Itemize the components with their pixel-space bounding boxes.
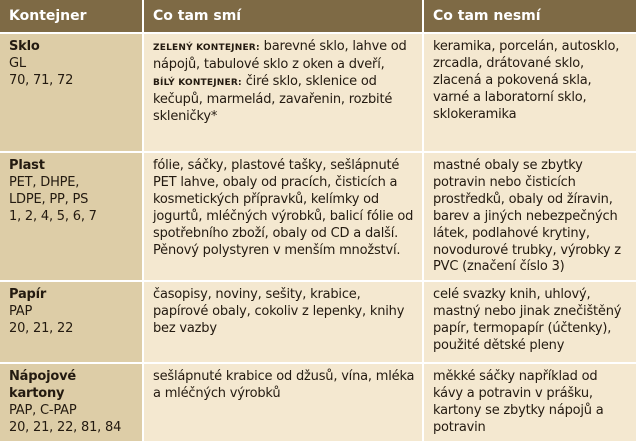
category-code: GL [9, 55, 26, 71]
forbidden-cell: mastné obaly se zbytky potravin nebo čisticích prostředků, obaly od žíravin, barev a jiných nebezpečných látek, podlahové krytiny, novodurové trubky, výrobky z PVC (značení číslo 3) [423, 152, 636, 281]
category-cell [0, 363, 143, 442]
table-row [0, 281, 636, 363]
white-container-label: BÍLÝ KONTEJNER: [153, 77, 242, 88]
allowed-cell: sešlápnuté krabice od džusů, vína, mléka a mléčných výrobků [143, 363, 423, 442]
table-row [0, 363, 636, 442]
green-container-label: ZELENÝ KONTEJNER: [153, 43, 260, 53]
category-code: PAP, C-PAP [9, 403, 77, 419]
category-code: LDPE, PP, PS [9, 191, 89, 207]
category-name: Nápojové kartony [9, 369, 76, 402]
white-container-text: čiré sklo, sklenice od kečupů, marmelád, zavařenin, rozbité skleničky* [153, 73, 393, 124]
forbidden-cell: měkké sáčky například od kávy a potravin v prášku, kartony se zbytky nápojů a potravin [423, 363, 636, 442]
allowed-cell: časopisy, noviny, sešity, krabice, papírové obaly, cokoliv z lepenky, knihy bez vazby [143, 281, 423, 363]
category-code: 1, 2, 4, 5, 6, 7 [9, 208, 97, 224]
forbidden-cell: celé svazky knih, uhlový, mastný nebo jinak znečištěný papír, termopapír (účtenky), použité dětské pleny [423, 281, 636, 363]
category-code: PAP [9, 304, 33, 320]
category-code: PET, DHPE, [9, 174, 80, 190]
category-name: Plast [9, 158, 45, 173]
category-name: Papír [9, 287, 47, 303]
header-row [0, 0, 636, 33]
table-row [0, 152, 636, 281]
allowed-cell: fólie, sáčky, plastové tašky, sešlápnuté PET lahve, obaly od pracích, čisticích a kosmetických přípravků, kelímky od jogurtů, mléčných výrobků, balicí fólie od spotřebního zboží, obaly od CD a další. Pěnový polystyren v menším množství. [143, 152, 423, 281]
category-cell [0, 152, 143, 281]
forbidden-cell: keramika, porcelán, autosklo, zrcadla, drátované sklo, zlacená a pokovená skla, varné a laboratorní sklo, sklokeramika [423, 33, 636, 152]
category-name: Sklo [9, 39, 40, 54]
header-forbidden: Co tam nesmí [423, 0, 636, 33]
header-container: Kontejner [0, 0, 143, 33]
table-row [0, 33, 636, 152]
category-code: 20, 21, 22 [9, 321, 74, 337]
category-code: 20, 21, 22, 81, 84 [9, 420, 122, 436]
category-cell [0, 33, 143, 152]
header-allowed: Co tam smí [143, 0, 423, 33]
allowed-cell [143, 33, 423, 152]
category-code: 70, 71, 72 [9, 72, 74, 88]
category-cell [0, 281, 143, 363]
green-container-text: barevné sklo, lahve od nápojů, tabulové sklo z oken a dveří, [153, 39, 407, 72]
